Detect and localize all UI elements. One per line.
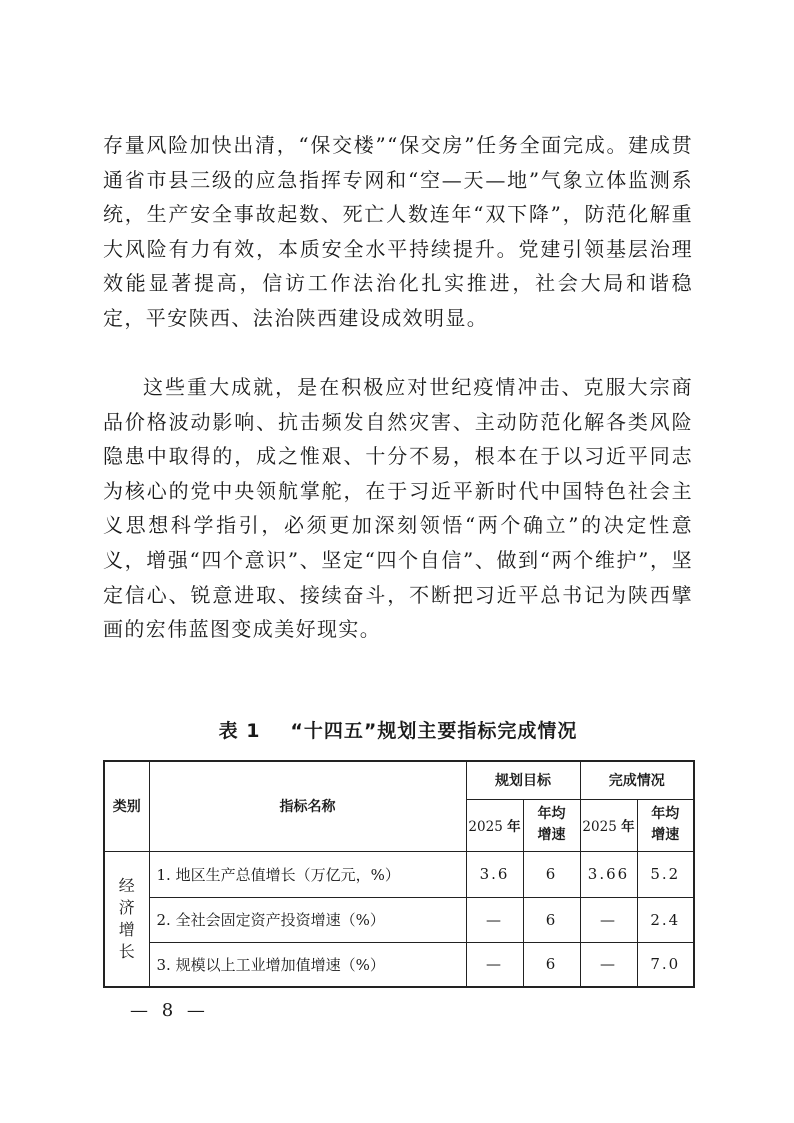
header-target-year-number: 2025 — [468, 819, 503, 835]
table-row — [104, 897, 694, 942]
target-avg-cell: 6 — [523, 897, 580, 942]
header-target-avg — [523, 799, 580, 851]
header-actual-2025 — [580, 799, 637, 851]
table-caption-number: 表 1 — [218, 720, 261, 742]
target-2025-cell: — — [466, 942, 523, 987]
target-2025-cell: 3.6 — [466, 851, 523, 897]
category-char: 增 — [118, 919, 135, 939]
indicator-table — [103, 760, 695, 988]
target-2025-cell: — — [466, 897, 523, 942]
target-avg-cell: 6 — [523, 851, 580, 897]
indicator-name-cell: 2. 全社会固定资产投资增速（%） — [149, 897, 466, 942]
category-char: 济 — [118, 897, 135, 917]
page-number: — 8 — — [130, 1000, 209, 1021]
header-actual-avg-line1: 年均 — [651, 806, 680, 822]
category-char: 长 — [118, 941, 135, 961]
body-paragraph-1: 存量风险加快出清，“保交楼”“保交房”任务全面完成。建成贯通省市县三级的应急指挥专网和“空—天—地”气象立体监测系统，生产安全事故起数、死亡人数连年“双下降”，防范化解重大风险有力有效，本质安全水平持续提升。党建引领基层治理效能显著提高，信访工作法治化扎实推进，社会大局和谐稳定，平安陕西、法治陕西建设成效明显。 — [103, 133, 693, 330]
indicator-name-cell: 1. 地区生产总值增长（万亿元，%） — [149, 851, 466, 897]
actual-avg-cell: 7.0 — [637, 942, 694, 987]
category-cell — [104, 851, 149, 987]
table-caption-title: “十四五”规划主要指标完成情况 — [290, 720, 578, 742]
table-row — [104, 942, 694, 987]
actual-2025-cell: — — [580, 942, 637, 987]
target-avg-cell: 6 — [523, 942, 580, 987]
body-paragraph-2: 这些重大成就，是在积极应对世纪疫情冲击、克服大宗商品价格波动影响、抗击频发自然灾害、主动防范化解各类风险隐患中取得的，成之惟艰、十分不易，根本在于以习近平同志为核心的党中央领航掌舵，在于习近平新时代中国特色社会主义思想科学指引，必须更加深刻领悟“两个确立”的决定性意义，增强“四个意识”、坚定“四个自信”、做到“两个维护”，坚定信心、锐意进取、接续奋斗，不断把习近平总书记为陕西擘画的宏伟蓝图变成美好现实。 — [103, 375, 693, 642]
header-target-avg-line1: 年均 — [537, 806, 566, 822]
header-actual-avg-line2: 增速 — [651, 827, 680, 843]
table-row — [104, 851, 694, 897]
header-actual-year-number: 2025 — [582, 819, 617, 835]
header-target-avg-line2: 增速 — [537, 827, 566, 843]
indicator-name-cell: 3. 规模以上工业增加值增速（%） — [149, 942, 466, 987]
header-actual-group: 完成情况 — [580, 761, 694, 799]
category-char: 经 — [118, 875, 135, 895]
header-actual-year-unit: 年 — [621, 819, 635, 835]
actual-2025-cell: — — [580, 897, 637, 942]
actual-2025-cell: 3.66 — [580, 851, 637, 897]
header-target-2025 — [466, 799, 523, 851]
header-indicator-name: 指标名称 — [149, 761, 466, 851]
table-caption — [103, 716, 693, 743]
header-actual-avg — [637, 799, 694, 851]
header-category: 类别 — [104, 761, 149, 851]
header-target-year-unit: 年 — [507, 819, 521, 835]
actual-avg-cell: 5.2 — [637, 851, 694, 897]
actual-avg-cell: 2.4 — [637, 897, 694, 942]
header-target-group: 规划目标 — [466, 761, 580, 799]
